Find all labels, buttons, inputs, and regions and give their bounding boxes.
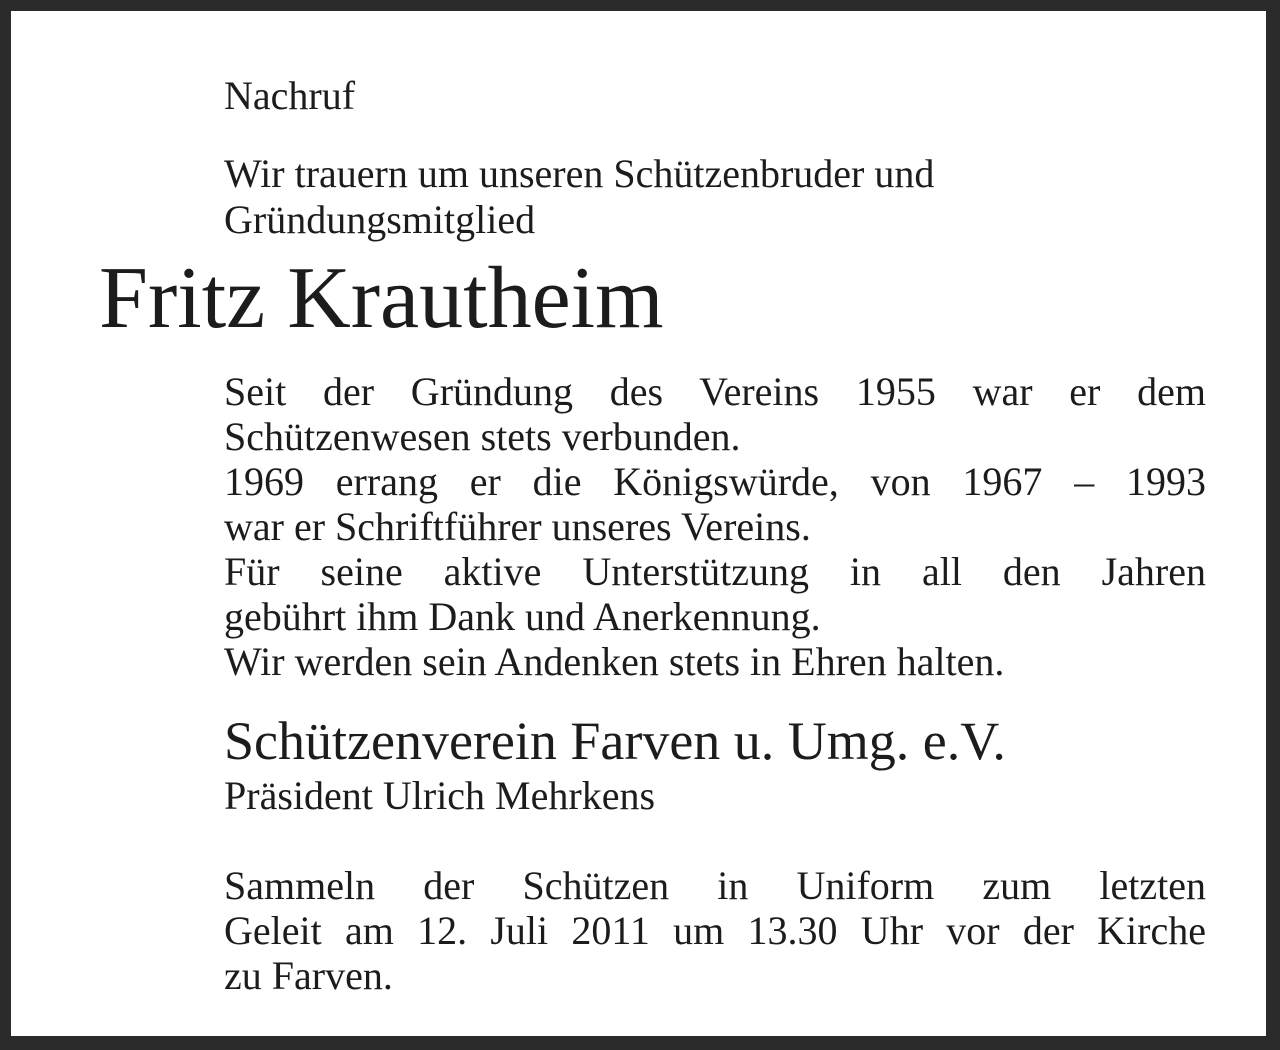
club-name-text: Schützenverein Farven u. Umg. e.V. (224, 711, 1006, 771)
body-line: gebührt ihm Dank und Anerkennung. (224, 594, 821, 639)
heading-text: Nachruf (224, 73, 356, 118)
notice-line: zu Farven. (224, 953, 393, 998)
notice-line: Sammeln der Schützen in Uniform zum letzten (224, 863, 1206, 908)
body-line: Seit der Gründung des Vereins 1955 war er dem (224, 369, 1206, 414)
deceased-name: Fritz Krautheim (99, 250, 664, 347)
funeral-notice (224, 863, 1206, 998)
president-name-text: Präsident Ulrich Mehrkens (224, 773, 656, 818)
club-name (224, 709, 1206, 773)
intro-line: Gründungsmitglied (224, 197, 536, 242)
body-line: Wir werden sein Andenken stets in Ehren halten. (224, 639, 1005, 684)
intro-paragraph (224, 151, 1206, 243)
body-line: Schützenwesen stets verbunden. (224, 414, 741, 459)
body-line: Für seine aktive Unterstützung in all den Jahren (224, 549, 1206, 594)
notice-line: Geleit am 12. Juli 2011 um 13.30 Uhr vor der Kirche (224, 908, 1206, 953)
body-paragraph (224, 369, 1206, 684)
obituary-heading (224, 71, 1206, 121)
intro-line: Wir trauern um unseren Schützenbruder und (224, 151, 935, 196)
body-line: 1969 errang er die Königswürde, von 1967 – 1993 (224, 459, 1206, 504)
president-name (224, 771, 1206, 821)
body-line: war er Schriftführer unseres Vereins. (224, 504, 811, 549)
